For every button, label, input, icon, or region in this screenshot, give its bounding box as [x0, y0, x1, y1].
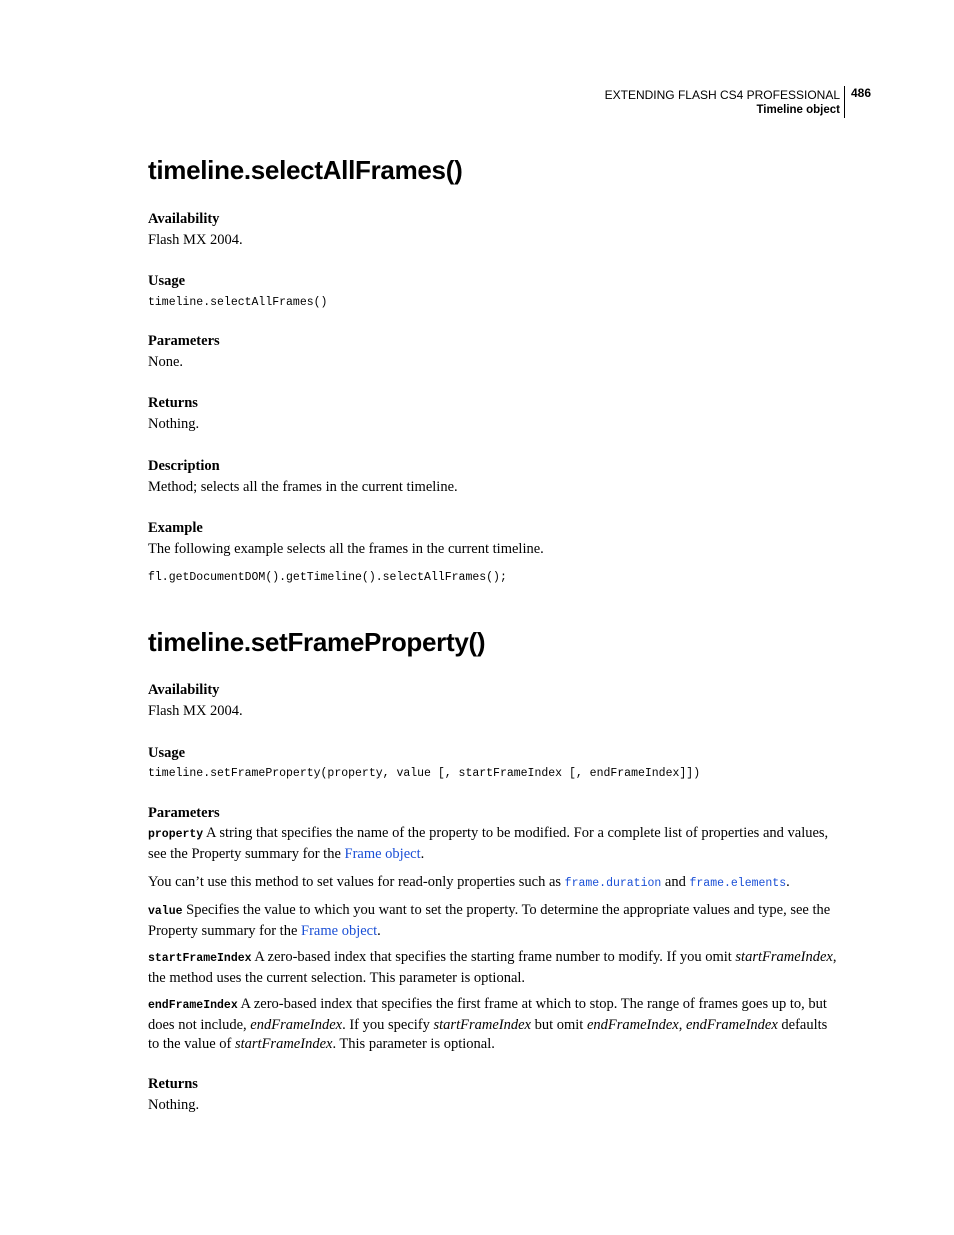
param-term-property: property: [148, 828, 204, 841]
example-text: The following example selects all the frames in the current timeline.: [148, 541, 544, 557]
availability-text: Flash MX 2004.: [148, 232, 243, 248]
returns-text: Nothing.: [148, 416, 200, 432]
parameters-label: Parameters: [148, 805, 220, 821]
section-heading-selectallframes: timeline.selectAllFrames(): [148, 155, 463, 185]
section-heading-setframeproperty: timeline.setFrameProperty(): [148, 627, 486, 657]
param-desc: Specifies the value to which you want to set the property. To determine the appropriate values and type, see the Property summary for the: [148, 902, 831, 939]
section-title: Timeline object: [756, 104, 840, 116]
usage-code: timeline.selectAllFrames(): [148, 296, 328, 309]
frame-object-link[interactable]: Frame object: [301, 922, 378, 939]
description-text: Method; selects all the frames in the current timeline.: [148, 479, 458, 495]
example-code: fl.getDocumentDOM().getTimeline().selectAllFrames();: [148, 571, 507, 584]
book-title: EXTENDING FLASH CS4 PROFESSIONAL: [604, 88, 840, 102]
usage-label: Usage: [148, 273, 186, 289]
returns-label: Returns: [148, 395, 198, 411]
usage-code: timeline.setFrameProperty(property, value [, startFrameIndex [, endFrameIndex]]): [148, 767, 701, 780]
param-value: value Specifies the value to which you want to set the property. To determine the appropriate values and type, see the Property summary for the Frame object.: [148, 902, 831, 939]
readonly-note: You can’t use this method to set values for read-only properties such as frame.duration and frame.elements.: [148, 874, 790, 890]
parameters-text: None.: [148, 354, 184, 370]
param-property: property A string that specifies the name of the property to be modified. For a complete list of properties and values, see the Property summary for the Frame object.: [148, 825, 829, 862]
returns-label: Returns: [148, 1076, 198, 1092]
param-term-value: value: [148, 905, 183, 918]
usage-label: Usage: [148, 745, 186, 761]
parameters-label: Parameters: [148, 333, 220, 349]
frame-duration-link[interactable]: frame.duration: [564, 877, 662, 890]
page-number: 486: [851, 86, 872, 100]
frame-elements-link[interactable]: frame.elements: [689, 877, 787, 890]
example-label: Example: [148, 520, 203, 536]
availability-label: Availability: [148, 682, 220, 698]
param-desc: A string that specifies the name of the property to be modified. For a complete list of properties and values, see the Property summary for the: [148, 825, 829, 862]
param-endframeindex: endFrameIndex A zero-based index that specifies the first frame at which to stop. The range of frames goes up to, but does not include, endFrameIndex. If you specify startFrameIndex but omit endFrameIndex, endFrameIndex defaults to the value of startFrameIndex. This parameter is optional.: [148, 996, 828, 1052]
description-label: Description: [148, 458, 220, 474]
header-divider: [844, 86, 845, 118]
param-term-startframeindex: startFrameIndex: [148, 952, 252, 965]
availability-label: Availability: [148, 211, 220, 227]
running-header: [605, 88, 840, 118]
param-startframeindex: startFrameIndex A zero-based index that specifies the starting frame number to modify. If you omit startFrameIndex, the method uses the current selection. This parameter is optional.: [148, 949, 837, 986]
param-term-endframeindex: endFrameIndex: [148, 999, 238, 1012]
availability-text: Flash MX 2004.: [148, 703, 243, 719]
returns-text: Nothing.: [148, 1097, 200, 1113]
frame-object-link[interactable]: Frame object: [344, 845, 421, 862]
